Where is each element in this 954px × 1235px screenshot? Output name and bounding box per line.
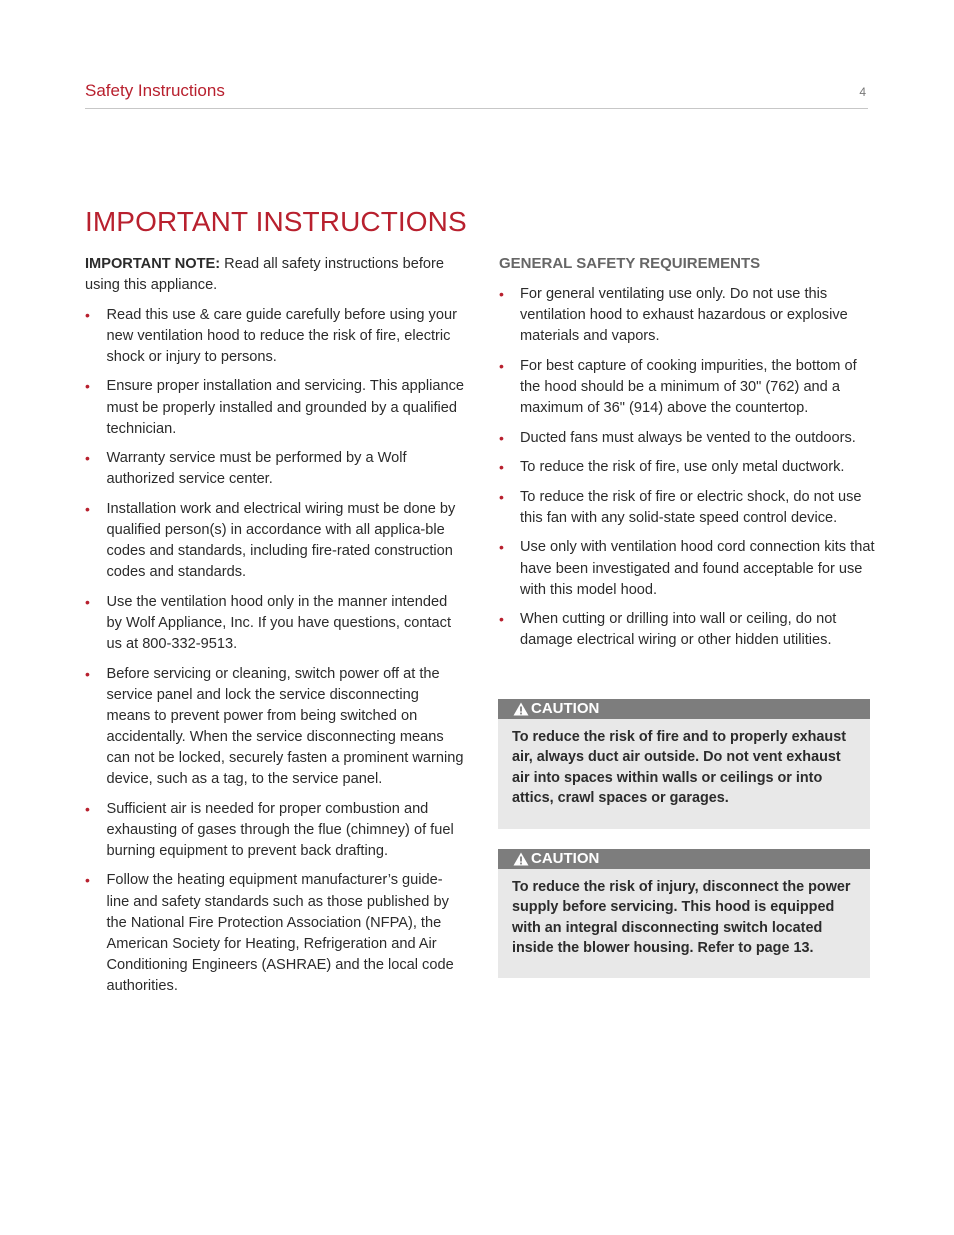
general-safety-list (499, 284, 877, 651)
important-note-label: IMPORTANT NOTE: (85, 256, 221, 272)
list-item: • Use only with ventilation hood cord connection kits that have been investigated and found acceptable for use with this model hood. (499, 537, 877, 600)
left-column (85, 254, 465, 1006)
list-item: • To reduce the risk of fire, use only metal ductwork. (499, 457, 877, 478)
list-item: • For best capture of cooking impurities, the bottom of the hood should be a minimum of 30" (762) and a maximum of 36" (914) above the countertop. (499, 356, 877, 419)
caution-text: To reduce the risk of injury, disconnect the power supply before servicing. This hood is equipped with an integral disconnecting switch located inside the blower housing. Refer to page 13. (512, 878, 851, 957)
important-note-text: Read all safety instructions before using this appliance. (85, 256, 445, 294)
caution-header (498, 699, 870, 719)
list-item: • Use the ventilation hood only in the manner intended by Wolf Appliance, Inc. If you have questions, contact us at 800-332-9513. (85, 592, 465, 655)
page-number: 4 (859, 85, 866, 99)
general-safety-heading: GENERAL SAFETY REQUIREMENTS (499, 255, 761, 272)
page-header (85, 81, 868, 109)
list-item: • Follow the heating equipment manufacturer’s guide-line and safety standards such as those published by the National Fire Protection Association (NFPA), the American Society for Heating, Refrigeration and Air Conditioning Engineers (ASHRAE) and the local code authorities. (85, 870, 465, 997)
list-item: • When cutting or drilling into wall or ceiling, do not damage electrical wiring or other hidden utilities. (499, 609, 877, 651)
list-item: • Read this use & care guide carefully before using your new ventilation hood to reduce the risk of fire, electric shock or injury to persons. (85, 305, 465, 368)
caution-text: To reduce the risk of fire and to properly exhaust air, always duct air outside. Do not vent exhaust air into spaces within walls or ceilings or into attics, crawl spaces or garages. (512, 728, 846, 807)
list-item: • Ensure proper installation and servicing. This appliance must be properly installed and grounded by a qualified technician. (85, 376, 465, 439)
caution-label: CAUTION (531, 700, 600, 717)
list-item: • To reduce the risk of fire or electric shock, do not use this fan with any solid-state speed control device. (499, 487, 877, 529)
warning-triangle-icon (513, 702, 529, 716)
instruction-list (85, 305, 465, 997)
important-note (85, 254, 465, 296)
section-title: Safety Instructions (85, 81, 225, 100)
caution-label: CAUTION (531, 850, 600, 867)
warning-triangle-icon (513, 852, 529, 866)
caution-header (498, 849, 870, 869)
list-item: • Installation work and electrical wiring must be done by qualified person(s) in accordance with all applica-ble codes and standards, including fire-rated construction codes and standards. (85, 499, 465, 583)
caution-box (498, 699, 870, 829)
right-column (499, 254, 877, 660)
list-item: • For general ventilating use only. Do not use this ventilation hood to exhaust hazardous or explosive materials and vapors. (499, 284, 877, 347)
page-title: IMPORTANT INSTRUCTIONS (85, 206, 467, 237)
caution-box (498, 849, 870, 978)
list-item: • Warranty service must be performed by a Wolf authorized service center. (85, 448, 465, 490)
list-item: • Before servicing or cleaning, switch power off at the service panel and lock the service disconnecting means to prevent power from being switched on accidentally. When the service disconnecting means can not be locked, securely fasten a prominent warning device, such as a tag, to the service panel. (85, 664, 465, 791)
list-item: • Sufficient air is needed for proper combustion and exhausting of gases through the flue (chimney) of fuel burning equipment to prevent back drafting. (85, 799, 465, 862)
list-item: • Ducted fans must always be vented to the outdoors. (499, 428, 877, 449)
